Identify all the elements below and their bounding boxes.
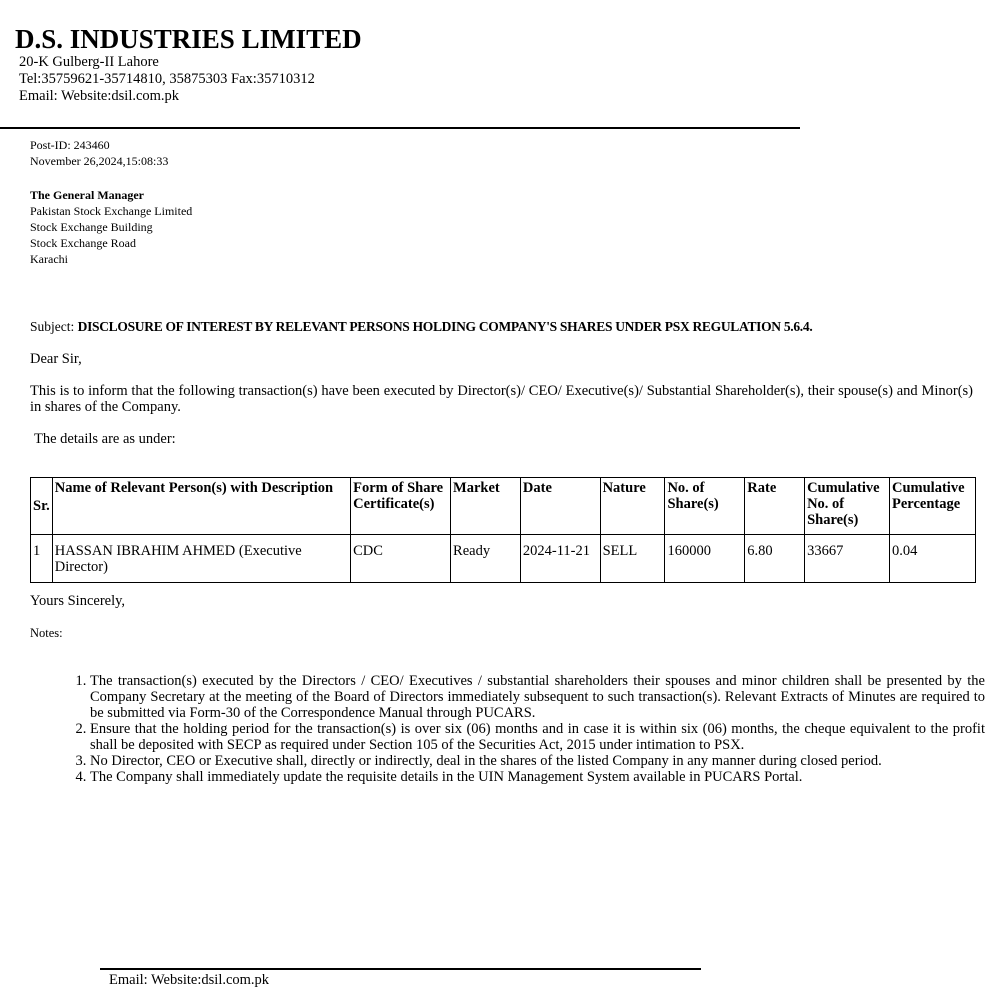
subject-text: DISCLOSURE OF INTEREST BY RELEVANT PERSONS HOLDING COMPANY'S SHARES UNDER PSX REGULATION 5.6.4.	[77, 319, 813, 334]
cell-date: 2024-11-21	[520, 535, 600, 583]
recipient-line: Pakistan Stock Exchange Limited	[30, 204, 193, 218]
transaction-table	[30, 477, 976, 583]
column-header-form: Form of Share Certificate(s)	[351, 478, 451, 535]
column-header-cumulative-shares: Cumulative No. of Share(s)	[805, 478, 890, 535]
subject-label: Subject:	[30, 319, 75, 334]
recipient-line: Stock Exchange Building	[30, 220, 153, 234]
cell-rate: 6.80	[745, 535, 805, 583]
note-item: 1. The transaction(s) executed by the Directors / CEO/ Executives / substantial shareholders their spouses and minor children shall be presented by the Company Secretary at the meeting of the Board of Directors immediately subsequent to such transaction(s). Relevant Extracts of Minutes are required to be submitted via Form-30 of the Correspondence Manual through PUCARS.	[90, 673, 985, 721]
cell-form: CDC	[351, 535, 451, 583]
salutation: Dear Sir,	[30, 351, 82, 367]
note-item: 2. Ensure that the holding period for the transaction(s) is over six (06) months and in case it is within six (06) months, the cheque equivalent to the profit shall be deposited with SECP as required under Section 105 of the Securities Act, 2015 under intimation to PSX.	[90, 721, 985, 753]
note-item: 4. The Company shall immediately update the requisite details in the UIN Management System available in PUCARS Portal.	[90, 769, 985, 785]
footer-divider	[100, 968, 701, 970]
column-header-rate: Rate	[745, 478, 805, 535]
subject-line	[30, 319, 812, 335]
notes-label: Notes:	[30, 626, 63, 640]
table-header-row	[31, 478, 976, 535]
column-header-name: Name of Relevant Person(s) with Description	[52, 478, 350, 535]
column-header-shares: No. of Share(s)	[665, 478, 745, 535]
recipient-line: Stock Exchange Road	[30, 236, 136, 250]
cell-market: Ready	[451, 535, 521, 583]
column-header-sr: Sr.	[31, 478, 53, 535]
company-address: 20-K Gulberg-II Lahore	[19, 54, 159, 70]
cell-cumulative-shares: 33667	[805, 535, 890, 583]
details-intro: The details are as under:	[34, 431, 176, 447]
closing: Yours Sincerely,	[30, 593, 126, 609]
cell-sr: 1	[31, 535, 53, 583]
company-phone: Tel:35759621-35714810, 35875303 Fax:35710312	[19, 71, 315, 87]
recipient-title: The General Manager	[30, 188, 144, 202]
header-divider	[0, 127, 800, 129]
column-header-market: Market	[451, 478, 521, 535]
column-header-date: Date	[520, 478, 600, 535]
company-email: Email: Website:dsil.com.pk	[19, 88, 180, 104]
recipient-line: Karachi	[30, 252, 68, 266]
cell-nature: SELL	[600, 535, 665, 583]
notes-list	[90, 673, 985, 785]
intro-paragraph: This is to inform that the following transaction(s) have been executed by Director(s)/ CEO/ Executive(s)/ Substantial Shareholder(s), their spouse(s) and Minor(s) in shares of the Company.	[30, 383, 973, 415]
column-header-cumulative-percentage: Cumulative Percentage	[890, 478, 976, 535]
cell-cumulative-percentage: 0.04	[890, 535, 976, 583]
note-item: 3. No Director, CEO or Executive shall, directly or indirectly, deal in the shares of the listed Company in any manner during closed period.	[90, 753, 985, 769]
footer-email: Email: Website:dsil.com.pk	[109, 972, 270, 988]
cell-shares: 160000	[665, 535, 745, 583]
company-name: D.S. INDUSTRIES LIMITED	[15, 24, 362, 54]
table-row	[31, 535, 976, 583]
post-datetime: November 26,2024,15:08:33	[30, 154, 169, 168]
post-id: Post-ID: 243460	[30, 138, 110, 152]
column-header-nature: Nature	[600, 478, 665, 535]
cell-name: HASSAN IBRAHIM AHMED (Executive Director)	[52, 535, 350, 583]
